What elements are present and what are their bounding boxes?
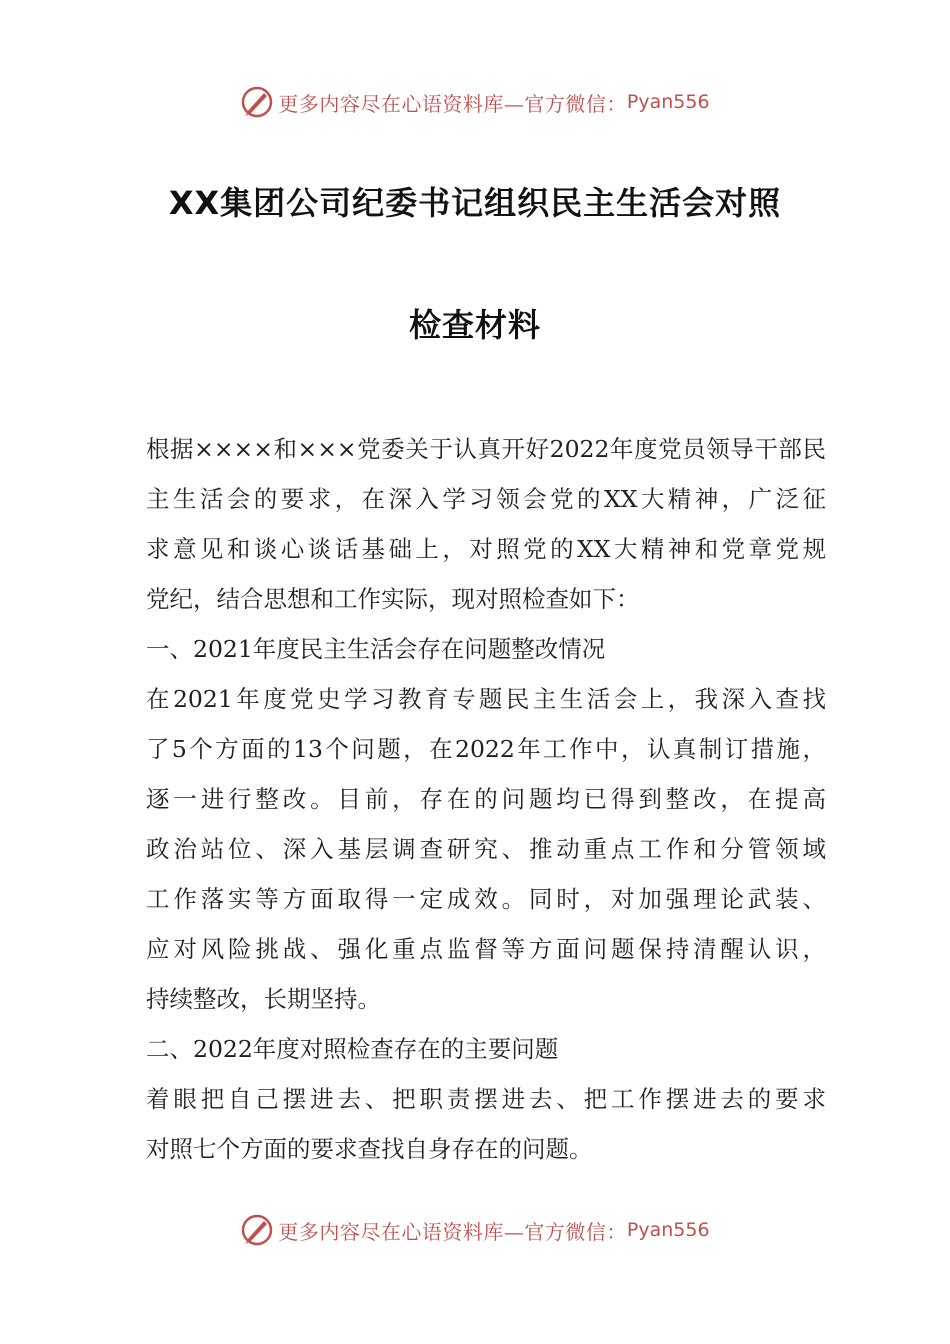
document-title-line-2: 检查材料 <box>408 306 541 344</box>
watermark-wechat-id: Pyan556 <box>626 1219 710 1241</box>
pen-logo-icon <box>240 85 274 119</box>
pen-logo-icon <box>240 1213 274 1247</box>
body-line: 对照七个方面的要求查找自身存在的问题。 <box>146 1135 593 1163</box>
body-line: 政治站位、深入基层调查研究、推动重点工作和分管领域 <box>146 835 826 863</box>
body-line: 求意见和谈心谈话基础上，对照党的XX大精神和党章党规 <box>146 535 826 563</box>
body-line: 党纪，结合思想和工作实际，现对照检查如下： <box>146 585 640 613</box>
body-line: 工作落实等方面取得一定成效。同时，对加强理论武装、 <box>146 885 826 913</box>
document-body <box>146 424 826 1174</box>
body-line: 根据××××和×××党委关于认真开好2022年度党员领导干部民 <box>146 435 826 463</box>
body-line: 逐一进行整改。目前，存在的问题均已得到整改，在提高 <box>146 785 826 813</box>
watermark-text: 更多内容尽在心语资料库—官方微信： <box>278 91 627 116</box>
body-line: 持续整改，长期坚持。 <box>146 985 381 1013</box>
header-watermark <box>0 82 950 122</box>
watermark-text: 更多内容尽在心语资料库—官方微信： <box>278 1219 627 1244</box>
section-heading-1: 一、2021年度民主生活会存在问题整改情况 <box>146 635 606 663</box>
watermark-wechat-id: Pyan556 <box>626 91 710 113</box>
body-line: 着眼把自己摆进去、把职责摆进去、把工作摆进去的要求 <box>146 1085 826 1113</box>
body-line: 应对风险挑战、强化重点监督等方面问题保持清醒认识， <box>146 935 826 963</box>
body-line: 了5个方面的13个问题，在2022年工作中，认真制订措施， <box>146 735 826 763</box>
footer-watermark <box>0 1210 950 1250</box>
section-heading-2: 二、2022年度对照检查存在的主要问题 <box>146 1035 559 1063</box>
body-line: 主生活会的要求，在深入学习领会党的XX大精神，广泛征 <box>146 485 826 513</box>
document-title-line-1: XX集团公司纪委书记组织民主生活会对照 <box>168 184 782 222</box>
body-line: 在2021年度党史学习教育专题民主生活会上，我深入查找 <box>146 685 826 713</box>
